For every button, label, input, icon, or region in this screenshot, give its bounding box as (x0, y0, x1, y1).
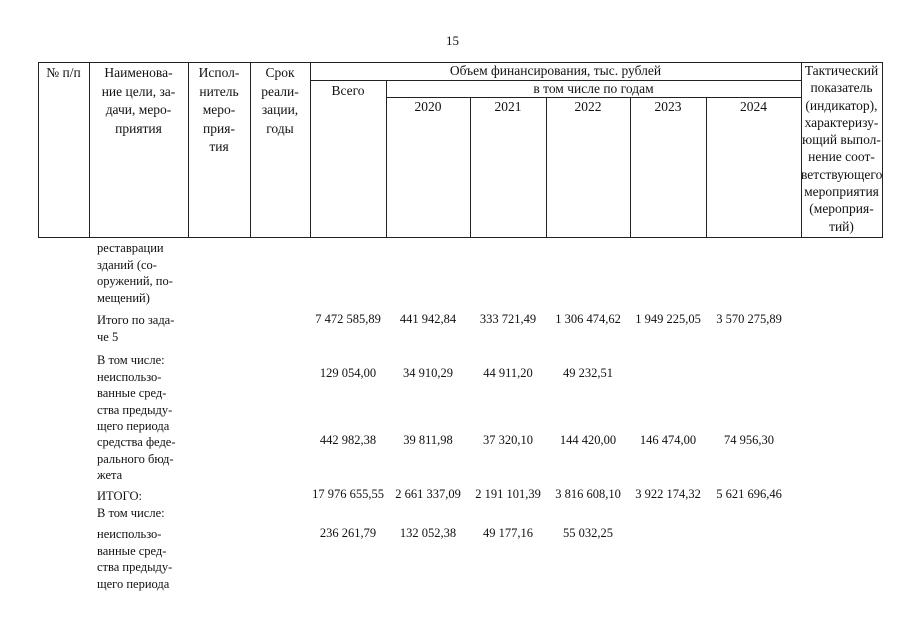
row-label-unused-funds: В том числе: неиспользо- ванные сред- ства предыду- щего периода (97, 353, 173, 433)
header-year-2022: 2022 (574, 99, 602, 114)
header-financing-title: Объем финансирования, тыс. рублей (449, 63, 662, 78)
cell-2022: 144 420,00 (559, 433, 617, 447)
cell-2020: 441 942,84 (399, 312, 457, 326)
cell-total: 442 982,38 (319, 433, 377, 447)
page-number: 15 (446, 33, 459, 48)
header-year-2023: 2023 (654, 99, 682, 114)
cell-2022: 55 032,25 (563, 526, 613, 540)
cell-2021: 333 721,49 (479, 312, 537, 326)
cell-total: 129 054,00 (319, 366, 377, 380)
cell-total: 7 472 585,89 (315, 312, 381, 326)
row-label-total-task-5: Итого по зада- че 5 (97, 313, 175, 344)
row-label-grand-total: ИТОГО: В том числе: (97, 489, 165, 520)
cell-2020: 39 811,98 (403, 433, 453, 447)
cell-total: 17 976 655,55 (312, 487, 384, 501)
cell-2023: 3 922 174,32 (635, 487, 701, 501)
header-by-years-title: в том числе по годам (533, 81, 654, 96)
header-col-number: № п/п (46, 65, 81, 80)
cell-2022: 1 306 474,62 (555, 312, 621, 326)
cell-2020: 132 052,38 (399, 526, 457, 540)
header-col-total: Всего (331, 83, 365, 98)
row-label-restoration: реставрации зданий (со- оружений, по- мещений) (97, 241, 173, 305)
row-label-federal-budget: средства феде- рального бюд- жета (97, 435, 176, 482)
cell-2022: 49 232,51 (563, 366, 613, 380)
cell-2024: 5 621 696,46 (716, 487, 782, 501)
header-year-2021: 2021 (494, 99, 522, 114)
cell-2021: 44 911,20 (483, 366, 533, 380)
cell-2024: 3 570 275,89 (716, 312, 782, 326)
cell-2022: 3 816 608,10 (555, 487, 621, 501)
header-col-indicator: Тактический показатель (индикатор), характеризу- ющий выпол- нение соот- ветствующего мероприятия (мероприя- тий) (801, 63, 883, 234)
cell-2021: 37 320,10 (483, 433, 533, 447)
cell-2020: 2 661 337,09 (395, 487, 461, 501)
cell-total: 236 261,79 (319, 526, 377, 540)
cell-2021: 49 177,16 (483, 526, 533, 540)
cell-2023: 1 949 225,05 (635, 312, 701, 326)
cell-2021: 2 191 101,39 (475, 487, 541, 501)
cell-2024: 74 956,30 (724, 433, 774, 447)
header-col-term: Срок реали- зации, годы (261, 65, 299, 136)
header-year-2024: 2024 (740, 99, 767, 114)
row-label-unused-funds-total: неиспользо- ванные сред- ства предыду- щего периода (97, 527, 173, 591)
header-col-name: Наименова- ние цели, за- дачи, меро- приятия (101, 65, 176, 136)
cell-2020: 34 910,29 (403, 366, 453, 380)
cell-2023: 146 474,00 (639, 433, 697, 447)
header-col-executor: Испол- нитель меро- прия- тия (198, 65, 240, 154)
header-year-2020: 2020 (414, 99, 442, 114)
